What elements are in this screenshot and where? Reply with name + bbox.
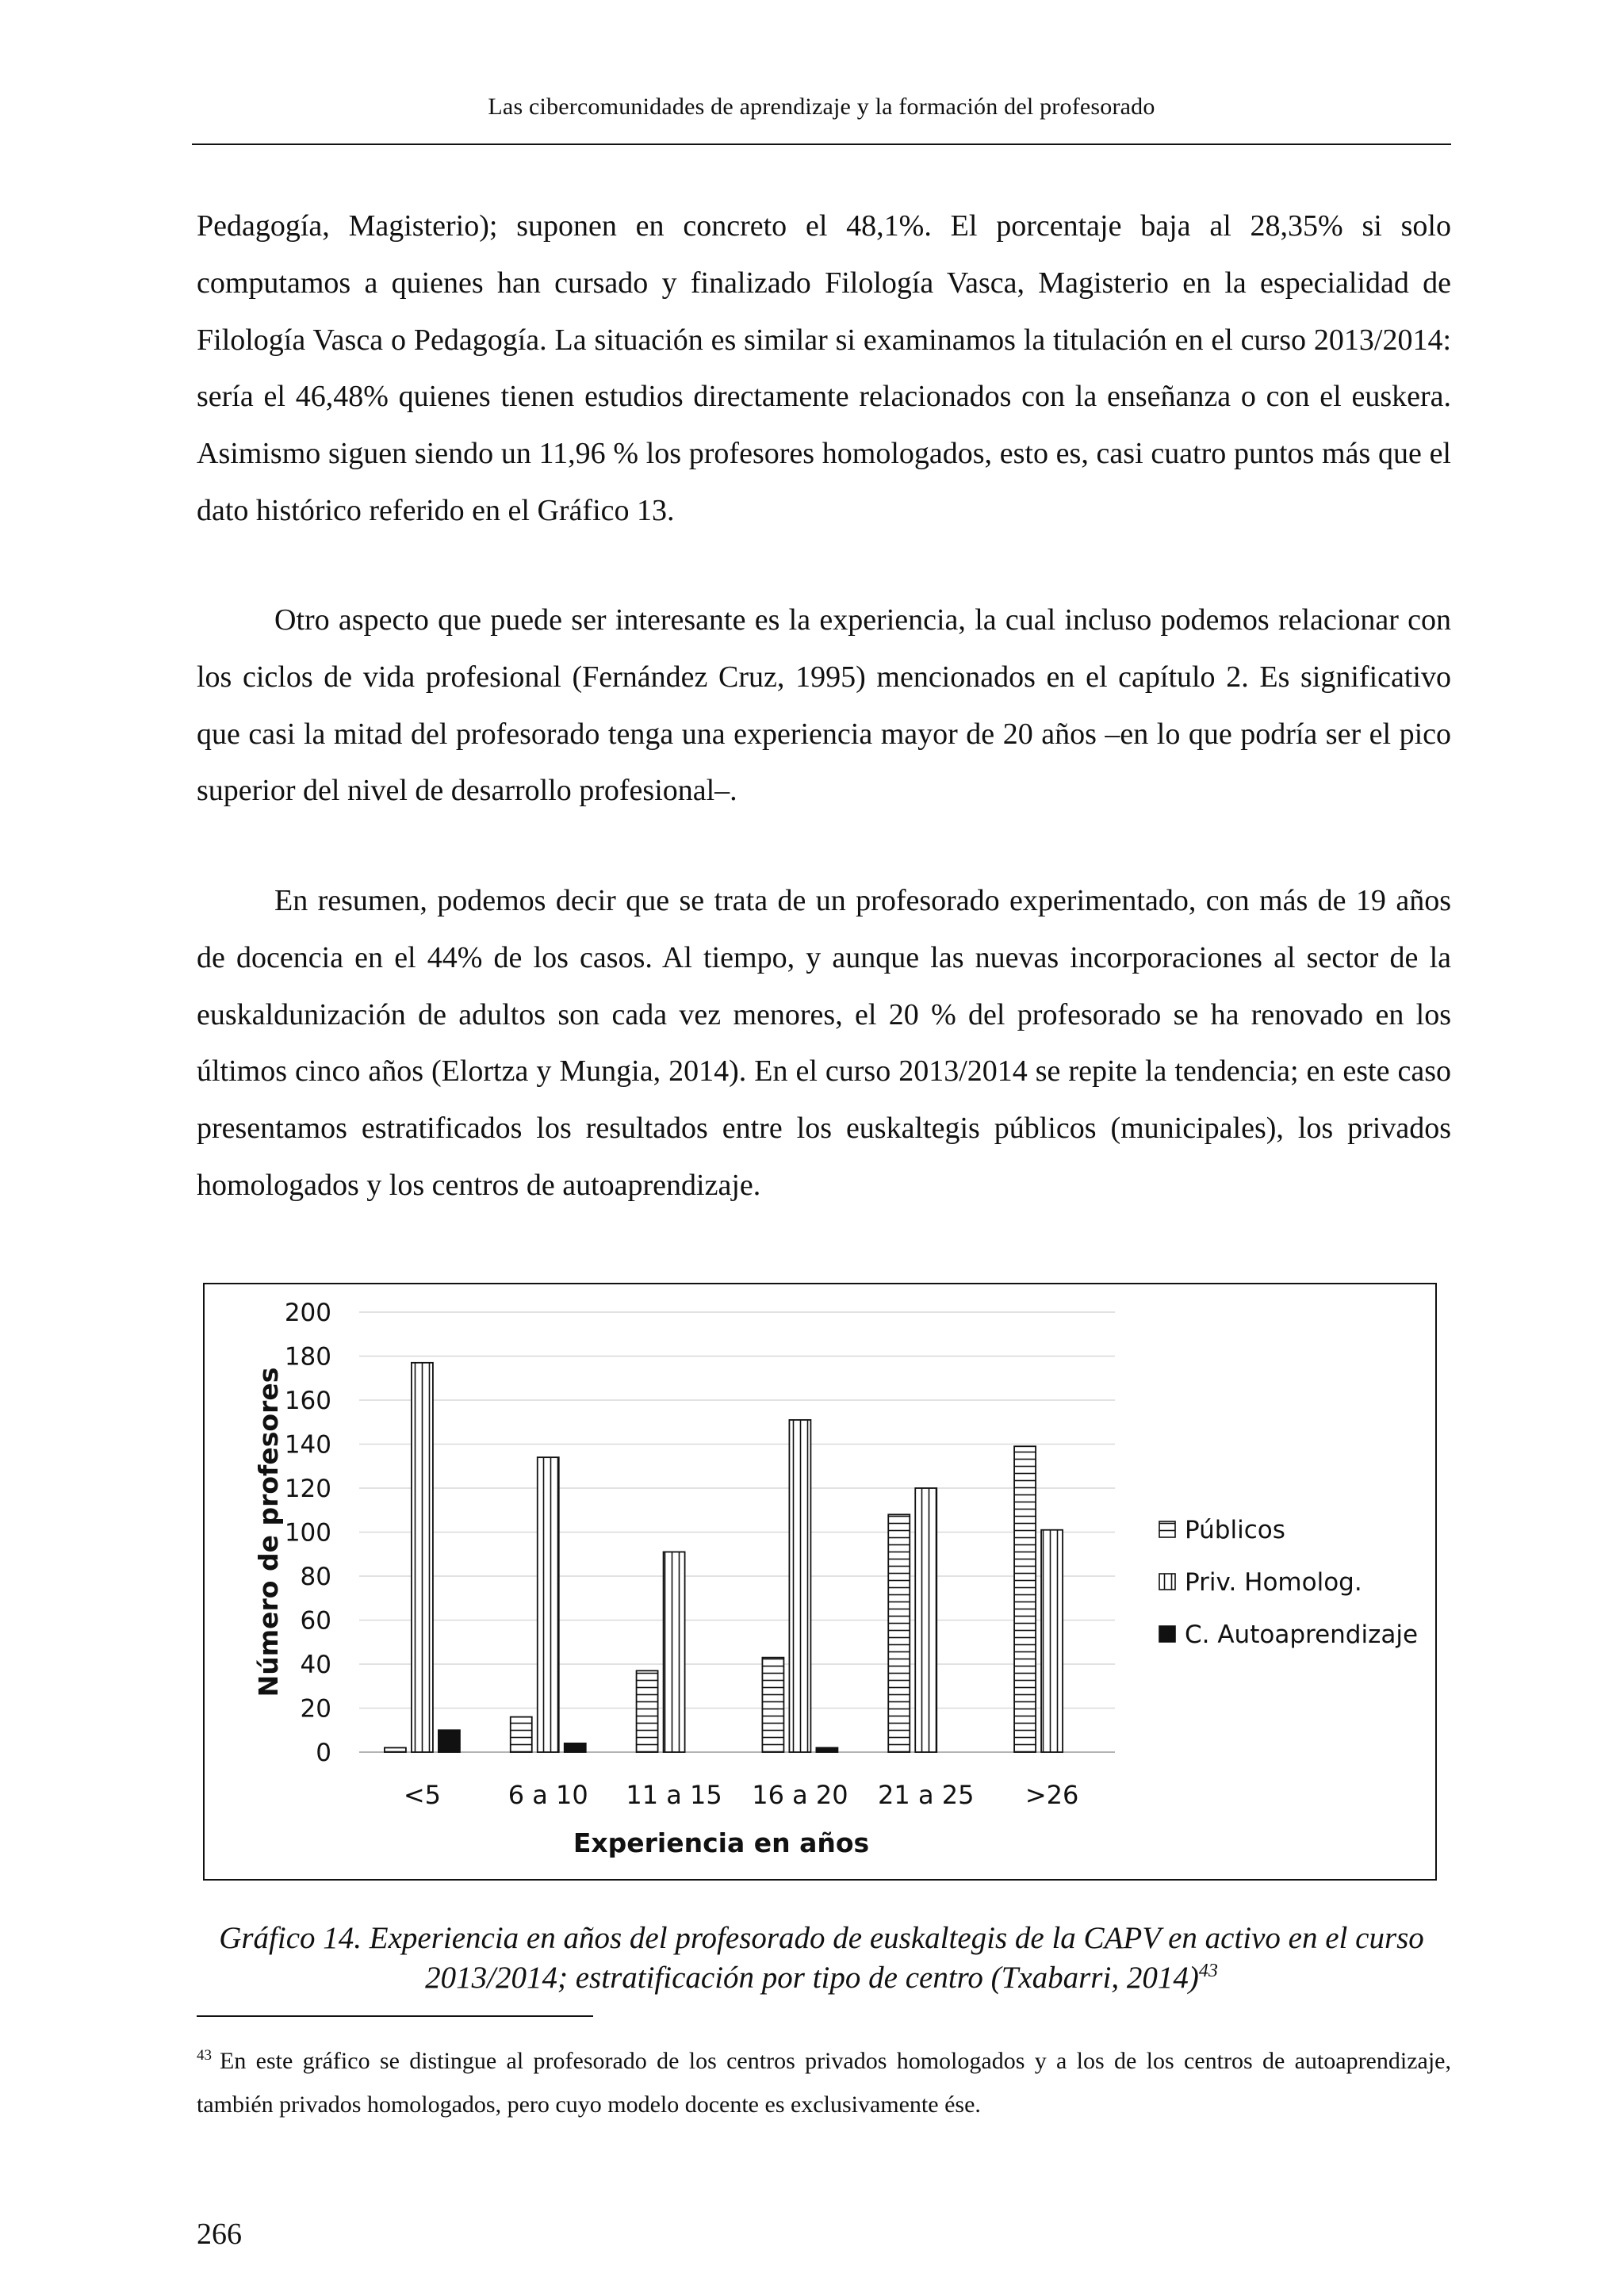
- y-axis-title: Número de profesores: [253, 1367, 284, 1697]
- x-tick-label: 16 a 20: [752, 1780, 848, 1810]
- y-tick-label: 80: [300, 1563, 331, 1591]
- bar-chart: [205, 1284, 1435, 1879]
- figure-caption: [192, 1919, 1451, 1998]
- body-paragraph-2: Otro aspecto que puede ser interesante es la experiencia, la cual incluso podemos relacionar con los ciclos de vida profesional (Fernández Cruz, 1995) mencionados en el capítulo 2. Es significativo que casi la mitad del profesorado tenga una experiencia mayor de 20 años –en lo que podría ser el pico superior del nivel de desarrollo profesional–.: [197, 603, 1451, 808]
- y-tick-label: 140: [284, 1430, 331, 1460]
- bar-vertical-stripes: [915, 1488, 936, 1752]
- bar-horizontal-stripes: [385, 1747, 406, 1752]
- y-tick-label: 60: [300, 1606, 331, 1636]
- legend-label: Priv. Homolog.: [1185, 1568, 1362, 1597]
- y-tick-label: 40: [300, 1651, 331, 1679]
- legend-swatch: [1159, 1521, 1175, 1537]
- body-paragraph-3: En resumen, podemos decir que se trata de un profesorado experimentado, con más de 19 años de docencia en el 44% de los casos. Al tiempo, y aunque las nuevas incorporaciones al sector de la euskaldunización de adultos son cada vez menores, el 20 % del profesorado se ha renovado en los últimos cinco años (Elortza y Mungia, 2014). En el curso 2013/2014 se repite la tendencia; en este caso presentamos estratificados los resultados entre los euskaltegis públicos (municipales), los privados homologados y los centros de autoaprendizaje.: [197, 884, 1451, 1202]
- y-tick-label: 0: [316, 1739, 331, 1767]
- x-tick-label: 21 a 25: [878, 1780, 975, 1810]
- bar-vertical-stripes: [789, 1420, 810, 1752]
- y-tick-label: 180: [284, 1342, 331, 1372]
- x-tick-label: 6 a 10: [508, 1780, 588, 1810]
- y-tick-label: 120: [284, 1475, 331, 1503]
- footnote-rule: [197, 2015, 593, 2017]
- header-rule: [192, 144, 1451, 145]
- y-tick-label: 100: [284, 1518, 331, 1548]
- x-tick-label: 11 a 15: [626, 1780, 722, 1810]
- x-tick-label: <5: [403, 1780, 442, 1810]
- y-tick-label: 200: [284, 1299, 331, 1327]
- bar-horizontal-stripes: [637, 1670, 658, 1752]
- x-axis-title: Experiencia en años: [573, 1827, 870, 1858]
- legend-label: C. Autoaprendizaje: [1185, 1621, 1419, 1649]
- legend-swatch: [1159, 1626, 1175, 1642]
- bar-horizontal-stripes: [762, 1658, 783, 1752]
- body-paragraph-1: Pedagogía, Magisterio); suponen en concreto el 48,1%. El porcentaje baja al 28,35% si solo computamos a quienes han cursado y finalizado Filología Vasca, Magisterio en la especialidad de Filología Vasca o Pedagogía. La situación es similar si examinamos la titulación en el curso 2013/2014: sería el 46,48% quienes tienen estudios directamente relacionados con la enseñanza o con el euskera. Asimismo siguen siendo un 11,96 % los profesores homologados, esto es, casi cuatro puntos más que el dato histórico referido en el Gráfico 13.: [197, 209, 1451, 527]
- bar-vertical-stripes: [664, 1552, 685, 1752]
- caption-footnote-ref: 43: [1198, 1961, 1218, 1981]
- page-number: 266: [197, 2218, 242, 2251]
- bar-horizontal-stripes: [888, 1514, 910, 1752]
- footnote: [197, 2039, 1451, 2126]
- bar-horizontal-stripes: [511, 1717, 532, 1752]
- footnote-number: 43: [197, 2047, 212, 2064]
- y-tick-label: 20: [300, 1694, 331, 1724]
- bar-horizontal-stripes: [1014, 1446, 1036, 1752]
- running-head: Las cibercomunidades de aprendizaje y la formación del profesorado: [488, 94, 1155, 120]
- caption-text: Gráfico 14. Experiencia en años del profesorado de euskaltegis de la CAPV en activo en el curso 2013/2014; estratificación por tipo de centro (Txabarri, 2014): [219, 1921, 1424, 1995]
- legend-swatch: [1159, 1574, 1175, 1590]
- bar-vertical-stripes: [538, 1457, 559, 1752]
- bar-solid: [565, 1743, 586, 1752]
- y-tick-label: 160: [284, 1387, 331, 1415]
- footnote-text: En este gráfico se distingue al profesorado de los centros privados homologados y a los de los centros de autoaprendizaje, también privados homologados, pero cuyo modelo docente es exclusivamente ése.: [197, 2048, 1451, 2118]
- legend-label: Públicos: [1185, 1516, 1285, 1544]
- bar-solid: [816, 1747, 837, 1752]
- bar-solid: [439, 1730, 460, 1752]
- bar-vertical-stripes: [412, 1363, 433, 1752]
- chart-frame: [203, 1283, 1437, 1881]
- bar-vertical-stripes: [1041, 1530, 1063, 1752]
- x-tick-label: >26: [1025, 1780, 1079, 1810]
